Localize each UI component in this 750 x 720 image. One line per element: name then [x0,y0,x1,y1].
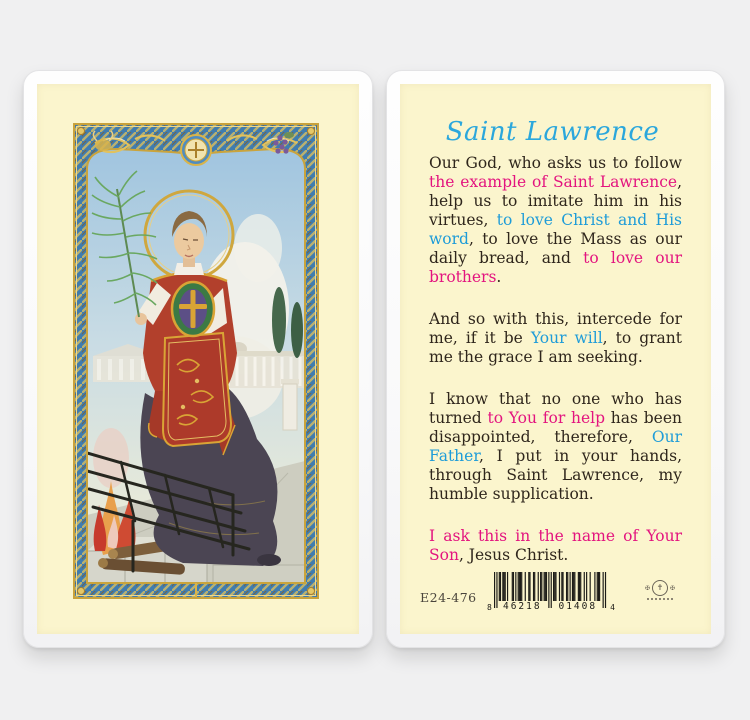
prayer-segment: , I put in your hands, through Saint Lawrence, my humble supplication. [429,447,682,503]
prayer-segment: Our Father [429,428,682,465]
back-card-cream-face [400,84,711,634]
prayer-segment: , help us to imitate him in his virtues, [429,173,682,229]
item-number-label: E24-476 [420,590,477,605]
prayer-paragraph [429,154,682,287]
card-title: Saint Lawrence [445,117,660,147]
prayer-paragraph [429,310,682,367]
prayer-paragraphs [429,154,682,565]
prayer-segment: to love Christ and His word [429,211,682,248]
prayer-segment: , to love the Mass as our daily bread, and [429,230,682,267]
holy-card-front [23,70,373,648]
prayer-segment: I know that no one who has turned [429,390,682,427]
prayer-segment: Your will [530,329,603,347]
prayer-segment: , Jesus Christ. [458,546,569,564]
publisher-seal-icon: ✠ ✝ ✠ [640,580,680,600]
holy-card-back [386,70,725,648]
saint-lawrence-illustration [73,123,319,599]
svg-text:01408: 01408 [558,601,598,612]
prayer-segment: to love our brothers [429,249,682,286]
prayer-segment: And so with this, intercede for me, if it be [429,310,682,347]
prayer-segment: the example of Saint Lawrence [429,173,678,191]
prayer-segment: . [496,268,502,286]
prayer-segment: to You for help [487,409,606,427]
prayer-paragraph [429,527,682,565]
prayer-segment: I ask this in the name of Your Son [429,527,682,564]
svg-text:4: 4 [610,603,615,612]
prayer-paragraph [429,390,682,504]
prayer-segment: has been disappointed, therefore, [429,409,682,446]
saint-lawrence-artwork [73,123,319,599]
front-card-cream-face [37,84,359,634]
upc-barcode [486,572,618,618]
svg-text:8: 8 [487,603,492,612]
svg-text:46218: 46218 [502,601,542,612]
prayer-segment: Our God, who asks us to follow [429,154,682,172]
card-footer [400,570,711,620]
prayer-segment: , to grant me the grace I am seeking. [429,329,682,366]
